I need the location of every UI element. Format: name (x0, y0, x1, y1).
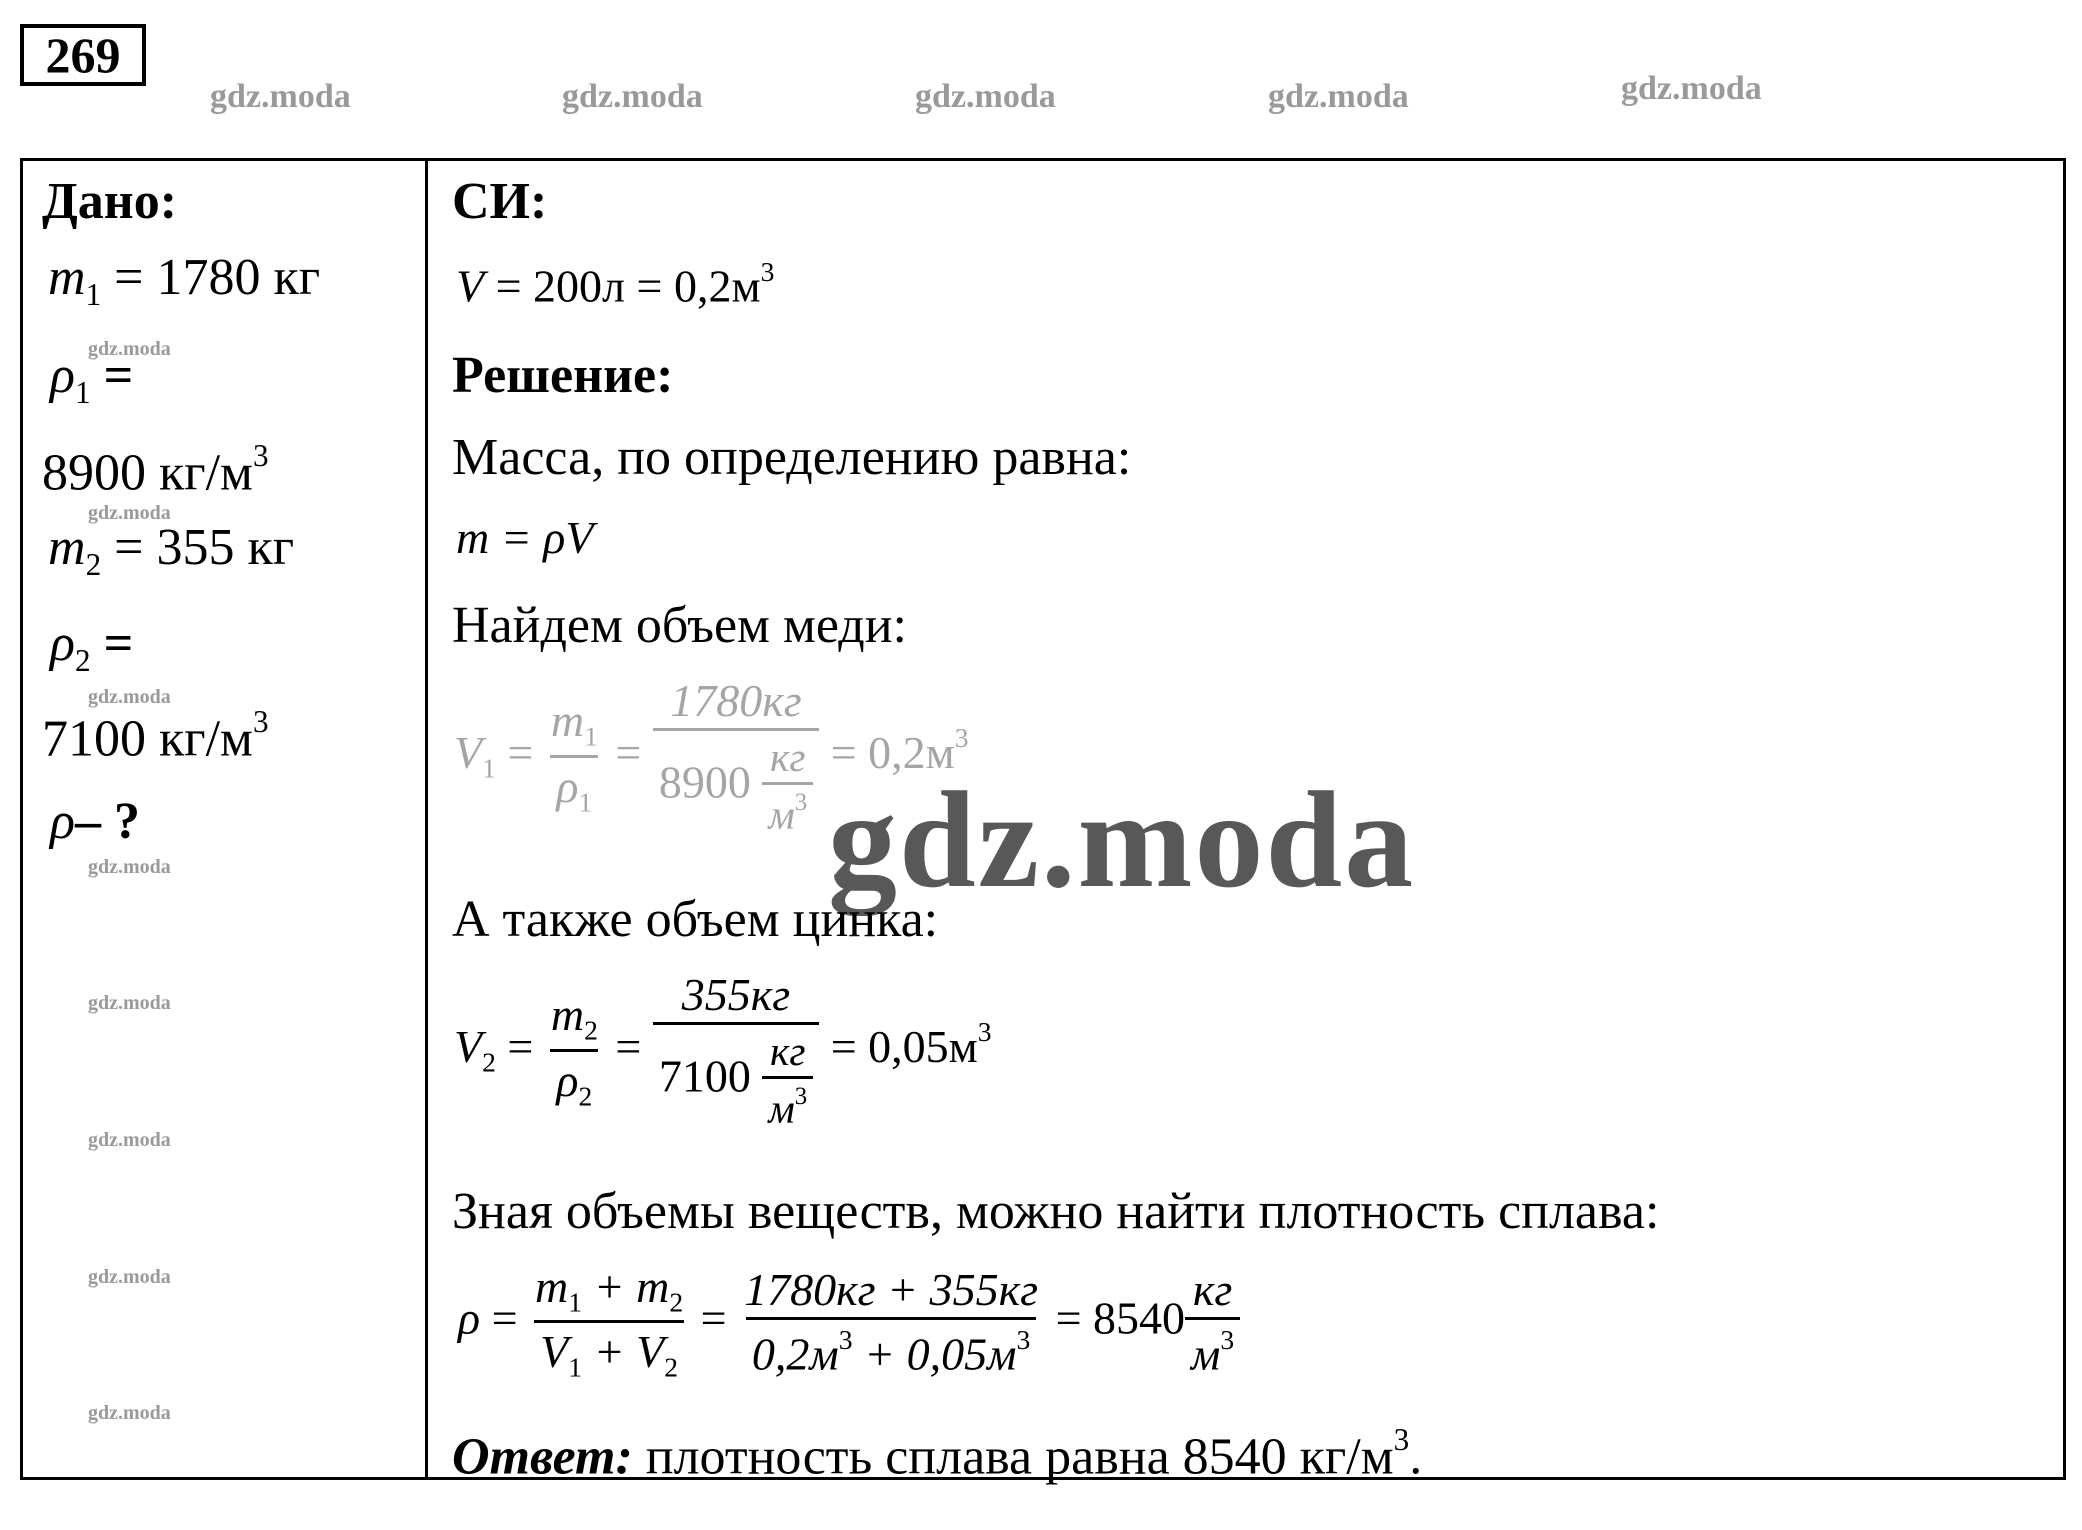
watermark: gdz.moda (88, 338, 171, 360)
given-rho2-symbol: $\rho_2$ = (50, 615, 134, 678)
solution-heading: Решение: (452, 347, 674, 404)
given-rho1-value: 8900 $кг/м^3$ (42, 438, 269, 502)
watermark: gdz.moda (88, 856, 171, 878)
watermark: gdz.moda (915, 78, 1056, 115)
watermark: gdz.moda (88, 1266, 171, 1288)
formula-mass: m = ρV (456, 512, 594, 563)
column-divider (425, 158, 428, 1480)
watermark: gdz.moda (88, 502, 171, 524)
solution-line-2: Найдем объем меди: (452, 597, 907, 654)
formula-zinc-volume: $V_2$ = $\frac{m_2}{\rho_2}$ = 355кг 7100 кг $м^3$ = $0,05м^3$ (454, 969, 992, 1133)
given-rho2-value: 7100 $кг/м^3$ (42, 704, 269, 768)
large-watermark: gdz.moda (828, 763, 1416, 916)
watermark: gdz.moda (1268, 78, 1409, 115)
problem-number: 269 (20, 24, 146, 86)
formula-copper-volume: $V_1$ = $\frac{m_1}{\rho_1}$ = 1780кг 8900 кг $м^3$ = $0,2м^3$ (454, 675, 969, 839)
si-heading: СИ: (452, 173, 548, 230)
watermark: gdz.moda (88, 686, 171, 708)
answer: Ответ: плотность сплава равна 8540 $кг/м^3$. (452, 1422, 1423, 1486)
given-m1: $m_1 = 1780$ кг (48, 249, 321, 312)
given-heading: Дано: (42, 173, 178, 230)
watermark: gdz.moda (88, 1129, 171, 1151)
watermark: gdz.moda (1621, 70, 1762, 107)
watermark: gdz.moda (562, 78, 703, 115)
solution-line-1: Масса, по определению равна: (452, 429, 1132, 486)
solution-line-4: Зная объемы веществ, можно найти плотность сплава: (452, 1183, 1660, 1240)
watermark: gdz.moda (210, 78, 351, 115)
formula-alloy-density: ρ = $\frac{m_1 + m_2}{V_1 + V_2}$ = 1780кг + 355кг $0,2м^3 + 0,05м^3$ = 8540 кг $м^3$ (458, 1264, 1240, 1382)
given-m2: $m_2 = 355$ кг (48, 519, 295, 582)
given-rho1-symbol: $\rho_1$ = (50, 347, 134, 410)
solution-line-3: А также объем цинка: (452, 891, 939, 948)
watermark: gdz.moda (88, 1402, 171, 1424)
watermark: gdz.moda (88, 992, 171, 1014)
given-find: ρ– ? (50, 793, 140, 850)
si-formula: $V = 200л = 0,2м^3$ (456, 256, 775, 312)
